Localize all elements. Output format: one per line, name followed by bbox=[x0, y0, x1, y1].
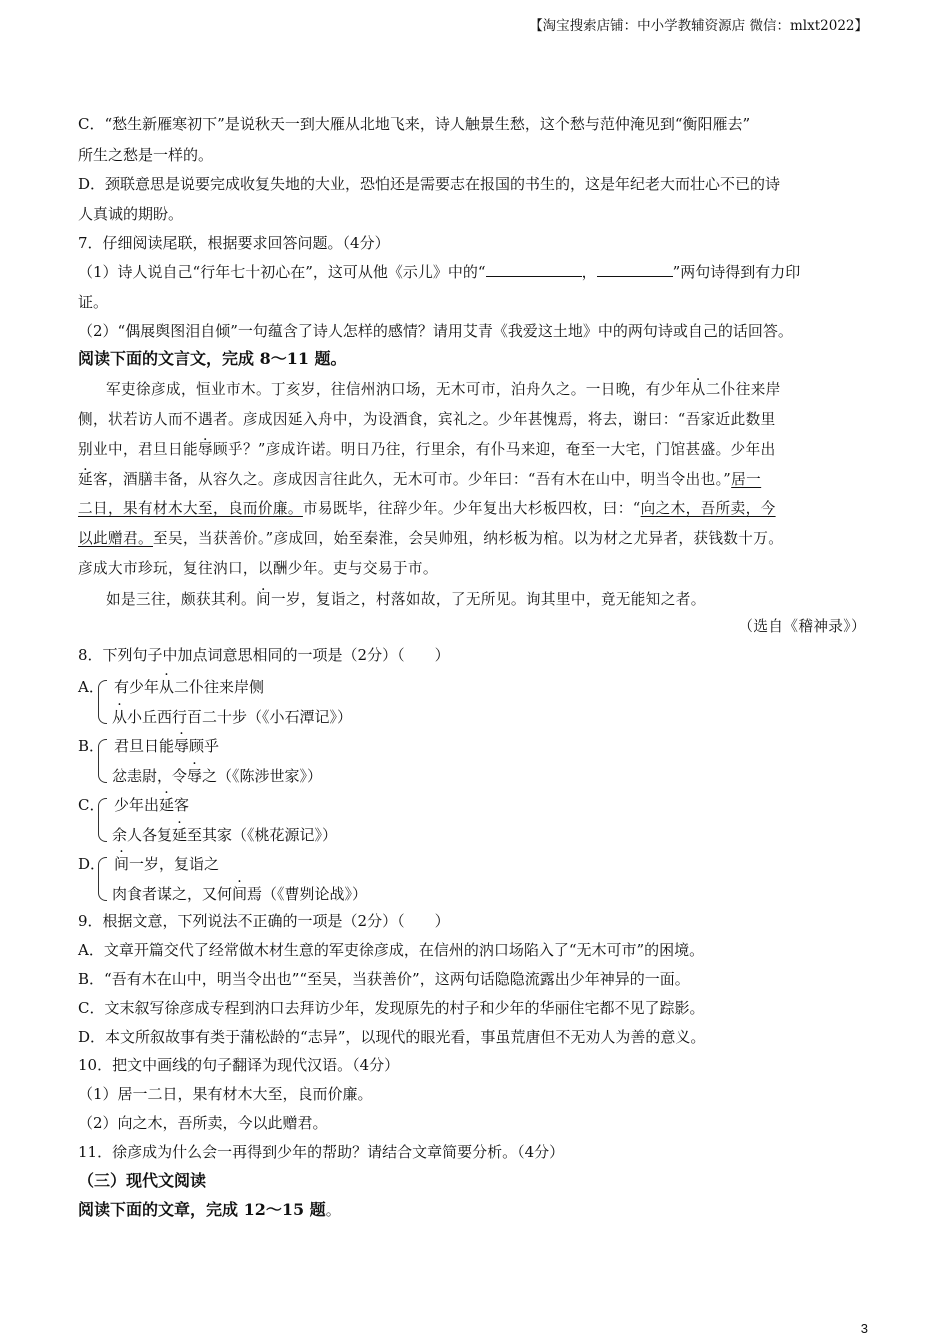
passage-text: 别业中，君旦日能 bbox=[78, 441, 198, 458]
q7-stem: 7．仔细阅读尾联，根据要求回答问题。（4分） bbox=[78, 234, 390, 252]
classical-heading: 阅读下面的文言文，完成 8～11 题。 bbox=[78, 349, 347, 368]
option-sentence-2: 从小丘西行百二十步（《小石潭记》） bbox=[112, 708, 353, 726]
brace-icon bbox=[98, 680, 107, 724]
option-sentence-1: 君旦日能辱顾乎 bbox=[114, 737, 220, 755]
option-sentence-2: 忿恚尉，令辱之（《陈涉世家》） bbox=[112, 767, 323, 785]
q10-stem: 10．把文中画线的句子翻译为现代汉语。（4分） bbox=[78, 1056, 400, 1074]
passage-line-4 bbox=[78, 470, 761, 490]
answer-blank-1[interactable] bbox=[486, 262, 582, 277]
passage-text: 军吏徐彦成，恒业市木。丁亥岁，往信州汭口场，无木可市，泊舟久之。一日晚，有少年 bbox=[106, 381, 691, 398]
q7-part1 bbox=[78, 262, 800, 282]
brace-icon bbox=[98, 857, 107, 901]
passage-text: 一岁，复诣之，村落如故，了无所见。询其里中，竟无能知之者。 bbox=[270, 591, 706, 608]
modern-heading bbox=[78, 1200, 341, 1220]
option-label: B． bbox=[78, 737, 105, 755]
dotted-word: 延 bbox=[78, 471, 93, 488]
passage-source: （选自《稽神录》） bbox=[738, 618, 866, 635]
option-sentence-1: 少年出延客 bbox=[114, 796, 190, 814]
page-header: 【淘宝搜索店铺：中小学教辅资源店 微信：mlxt2022】 bbox=[529, 18, 868, 34]
passage-line-2: 侧，状若访人而不遇者。彦成因延入舟中，为设酒食，宾礼之。少年甚愧焉，将去，谢曰：“吾家近此数里 bbox=[78, 411, 776, 428]
dotted-word: 间 bbox=[255, 591, 271, 608]
option-sentence-2: 余人各复延至其家（《桃花源记》） bbox=[112, 826, 338, 844]
underlined-sentence-2: 向之木，吾所卖，今 bbox=[640, 500, 776, 517]
passage-text: 顾乎？”彦成许诺。明日乃往，行里余，有仆马来迎，奄至一大宅，门馆甚盛。少年出 bbox=[212, 441, 776, 458]
brace-icon bbox=[98, 798, 107, 842]
q9-stem: 9．根据文意，下列说法不正确的一项是（2分）（ ） bbox=[78, 912, 450, 930]
underlined-sentence-1: 居一 bbox=[731, 471, 762, 488]
passage-text: 市易既毕，往辞少年。少年复出大杉板四枚，曰：“ bbox=[302, 500, 641, 517]
q7-part1-text-a: （1）诗人说自己“行年七十初心在”，这可从他《示儿》中的“ bbox=[78, 263, 486, 281]
q10-part2: （2）向之木，吾所卖，今以此赠君。 bbox=[78, 1114, 328, 1132]
q7-part1-comma: ， bbox=[581, 263, 597, 281]
passage-text: 二仆往来岸 bbox=[705, 381, 781, 398]
modern-heading-period: 。 bbox=[325, 1201, 341, 1219]
dotted-word: 从 bbox=[690, 381, 706, 398]
option-sentence-1: 间一岁，复诣之 bbox=[114, 855, 220, 873]
q6-option-d-line1: D．颈联意思是说要完成收复失地的大业，恐怕还是需要志在报国的书生的，这是年纪老大而壮心不已的诗 bbox=[78, 175, 781, 193]
q10-part1: （1）居一二日，果有材木大至，良而价廉。 bbox=[78, 1085, 373, 1103]
option-label: A． bbox=[78, 678, 104, 696]
q7-part2: （2）“偶展舆图泪自倾”一句蕴含了诗人怎样的感情？请用艾青《我爱这土地》中的两句诗或自己的话回答。 bbox=[78, 322, 793, 340]
option-sentence-1: 有少年从二仆往来岸侧 bbox=[114, 678, 265, 696]
modern-heading-text: 阅读下面的文章，完成 12～15 题 bbox=[78, 1200, 326, 1219]
q9-option-d[interactable]: D．本文所叙故事有类于蒲松龄的“志异”，以现代的眼光看，事虽荒唐但不无劝人为善的意义。 bbox=[78, 1028, 706, 1046]
q6-option-c-line1: C．“愁生新雁寒初下”是说秋天一到大雁从北地飞来，诗人触景生愁，这个愁与范仲淹见到“衡阳雁去” bbox=[78, 115, 751, 133]
passage-line-6 bbox=[78, 529, 783, 549]
passage-line-7: 彦成大市珍玩，复往汭口，以酬少年。吏与交易于市。 bbox=[78, 560, 438, 577]
underlined-sentence-2: 以此赠君。 bbox=[78, 530, 153, 547]
passage-line-1 bbox=[106, 380, 781, 400]
option-label: D． bbox=[78, 855, 106, 873]
q9-option-a[interactable]: A．文章开篇交代了经常做木材生意的军吏徐彦成，在信州的汭口场陷入了“无木可市”的困境。 bbox=[78, 941, 705, 959]
brace-icon bbox=[98, 739, 107, 783]
section-title: （三）现代文阅读 bbox=[78, 1171, 207, 1190]
page-number: 3 bbox=[860, 1321, 868, 1336]
passage-text: 客，酒膳丰备，从容久之。彦成因言往此久，无木可市。少年曰：“吾有木在山中，明当令出也。” bbox=[93, 471, 732, 488]
option-label: C． bbox=[78, 796, 105, 814]
q9-option-b[interactable]: B．“吾有木在山中，明当令出也”“至吴，当获善价”，这两句话隐隐流露出少年神异的一面。 bbox=[78, 970, 690, 988]
passage-text: 如是三往，颇获其利。 bbox=[106, 591, 256, 608]
answer-blank-2[interactable] bbox=[597, 262, 673, 277]
underlined-sentence-1: 二日，果有材木大至，良而价廉。 bbox=[78, 500, 303, 517]
option-sentence-2: 肉食者谋之，又何间焉（《曹刿论战》） bbox=[112, 885, 368, 903]
passage-line-3 bbox=[78, 440, 776, 460]
passage-text: 至吴，当获善价。”彦成回，始至秦淮，会吴帅殂，纳杉板为棺。以为材之尤异者，获钱数十万。 bbox=[152, 530, 784, 547]
q6-option-c-line2: 所生之愁是一样的。 bbox=[78, 146, 214, 164]
q6-option-d-line2: 人真诚的期盼。 bbox=[78, 205, 184, 223]
q7-part1-text-b: ”两句诗得到有力印 bbox=[672, 263, 801, 281]
q8-stem: 8．下列句子中加点词意思相同的一项是（2分）（ ） bbox=[78, 646, 450, 664]
q9-option-c[interactable]: C．文末叙写徐彦成专程到汭口去拜访少年，发现原先的村子和少年的华丽住宅都不见了踪影。 bbox=[78, 999, 705, 1017]
q7-part1-cont: 证。 bbox=[78, 293, 109, 311]
passage-line-8 bbox=[106, 590, 706, 610]
q11-stem: 11．徐彦成为什么会一再得到少年的帮助？请结合文章简要分析。（4分） bbox=[78, 1143, 565, 1161]
passage-line-5 bbox=[78, 499, 776, 519]
dotted-word: 辱 bbox=[197, 441, 213, 458]
